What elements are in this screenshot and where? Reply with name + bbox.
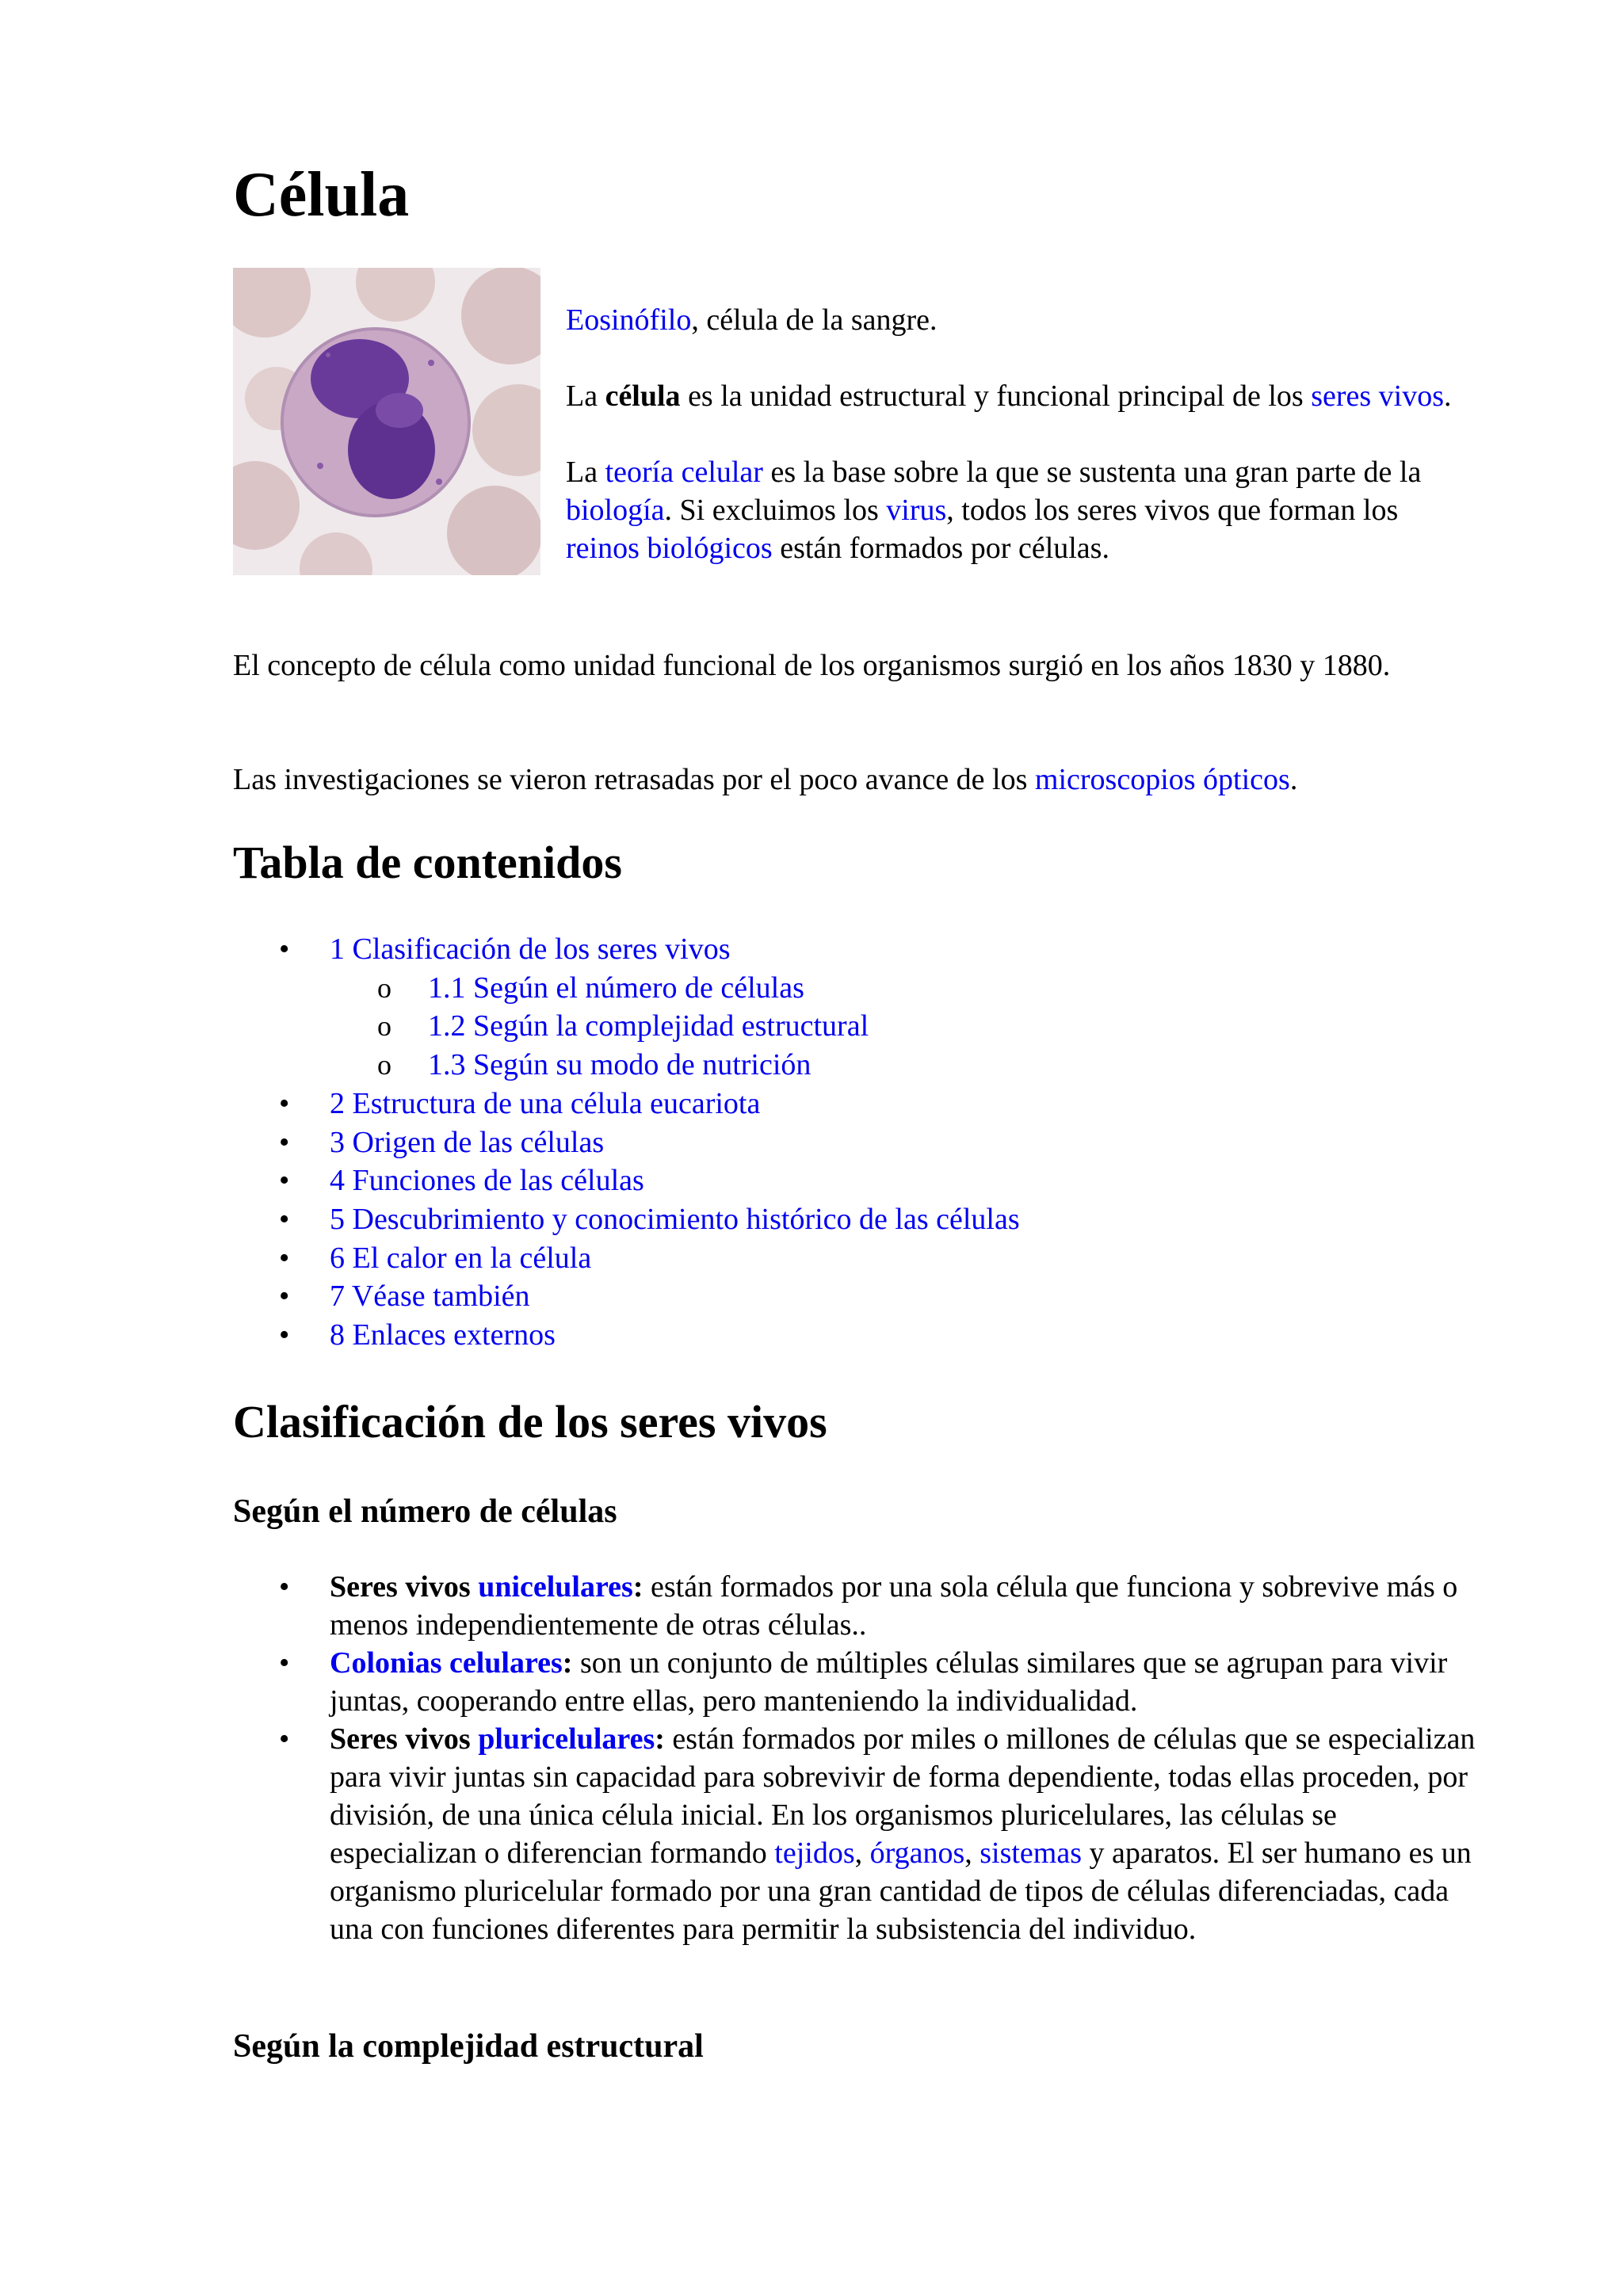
toc-link[interactable]: 1.2 Según la complejidad estructural	[428, 1009, 869, 1043]
link-eosinofilo[interactable]: Eosinófilo	[566, 303, 692, 337]
toc-item	[233, 1200, 1020, 1239]
toc-item	[233, 1277, 1020, 1316]
eosinophil-image	[233, 268, 540, 575]
toc-link[interactable]: 7 Véase también	[330, 1280, 530, 1314]
toc-link[interactable]: 8 Enlaces externos	[330, 1318, 556, 1352]
subsection-heading-numero-celulas: Según el número de células	[233, 1493, 617, 1530]
toc-item	[233, 1085, 1020, 1123]
list-item-pluricelulares: • Seres vivos pluricelulares: están formados por miles o millones de células que se especializan para vivir juntas sin capacidad para sobrevivir de forma dependiente, todas ellas proceden, por división, de una única célula inicial. En los organismos pluricelulares, las células se especializan o diferencian formando tejidos, órganos, sistemas y aparatos. El ser humano es un organismo pluricelular formado por una gran cantidad de tipos de células diferenciadas, cada una con funciones diferentes para permitir la subsistencia del individuo.	[233, 1720, 1485, 1948]
eosinophil-micrograph-icon	[233, 268, 540, 575]
link-unicelulares[interactable]: unicelulares	[478, 1570, 633, 1604]
classification-list	[233, 1568, 1485, 1948]
intro-paragraph-1: La célula es la unidad estructural y funcional principal de los seres vivos.	[566, 379, 1452, 413]
link-virus[interactable]: virus	[886, 494, 947, 527]
link-tejidos[interactable]: tejidos	[774, 1836, 855, 1870]
toc-subitem	[233, 969, 1020, 1008]
toc-link[interactable]: 3 Origen de las células	[330, 1125, 605, 1159]
toc-link[interactable]: 4 Funciones de las células	[330, 1164, 644, 1198]
link-teoria-celular[interactable]: teoría celular	[605, 456, 763, 489]
intro-paragraph-2: La teoría celular es la base sobre la que se sustenta una gran parte de la biología. Si excluimos los virus, todos los seres vivos que forman los reinos biológicos están formados por células.	[566, 456, 1422, 565]
subsection-heading-complejidad: Según la complejidad estructural	[233, 2028, 704, 2065]
intro-text	[566, 301, 1477, 605]
link-colonias-celulares[interactable]: Colonias celulares	[330, 1646, 563, 1680]
section-heading-clasificacion: Clasificación de los seres vivos	[233, 1396, 827, 1447]
link-sistemas[interactable]: sistemas	[980, 1836, 1083, 1870]
link-biologia[interactable]: biología	[566, 494, 665, 527]
toc-link[interactable]: 1 Clasificación de los seres vivos	[330, 933, 731, 966]
list-item-colonias: • Colonias celulares: son un conjunto de múltiples células similares que se agrupan para vivir juntas, cooperando entre ellas, pero manteniendo la individualidad.	[233, 1644, 1485, 1720]
toc-link[interactable]: 5 Descubrimiento y conocimiento histórico de las células	[330, 1202, 1020, 1236]
toc-link[interactable]: 6 El calor en la célula	[330, 1241, 592, 1275]
toc-heading: Tabla de contenidos	[233, 837, 622, 888]
link-pluricelulares[interactable]: pluricelulares	[478, 1722, 655, 1756]
toc-subitem	[233, 1007, 1020, 1046]
list-item-unicelulares: • Seres vivos unicelulares: están formados por una sola célula que funciona y sobrevive más o menos independientemente de otras células..	[233, 1568, 1485, 1644]
link-seres-vivos[interactable]: seres vivos	[1311, 379, 1445, 413]
toc-subitem	[233, 1046, 1020, 1085]
toc-link[interactable]: 1.3 Según su modo de nutrición	[428, 1048, 812, 1082]
paragraph-concept: El concepto de célula como unidad funcional de los organismos surgió en los años 1830 y 1880.	[233, 649, 1391, 682]
toc-item	[233, 1161, 1020, 1200]
link-microscopios-opticos[interactable]: microscopios ópticos	[1034, 763, 1290, 796]
image-caption: Eosinófilo, célula de la sangre.	[566, 303, 938, 337]
toc-item	[233, 1239, 1020, 1278]
toc-item	[233, 1316, 1020, 1355]
toc-item	[233, 930, 1020, 969]
link-reinos-biologicos[interactable]: reinos biológicos	[566, 532, 773, 565]
paragraph-research: Las investigaciones se vieron retrasadas por el poco avance de los microscopios ópticos.	[233, 763, 1298, 796]
toc-link[interactable]: 2 Estructura de una célula eucariota	[330, 1086, 761, 1120]
page-title: Célula	[233, 160, 410, 230]
link-organos[interactable]: órganos	[869, 1836, 965, 1870]
toc-link[interactable]: 1.1 Según el número de células	[428, 971, 804, 1005]
table-of-contents	[233, 930, 1020, 1355]
toc-item	[233, 1123, 1020, 1162]
